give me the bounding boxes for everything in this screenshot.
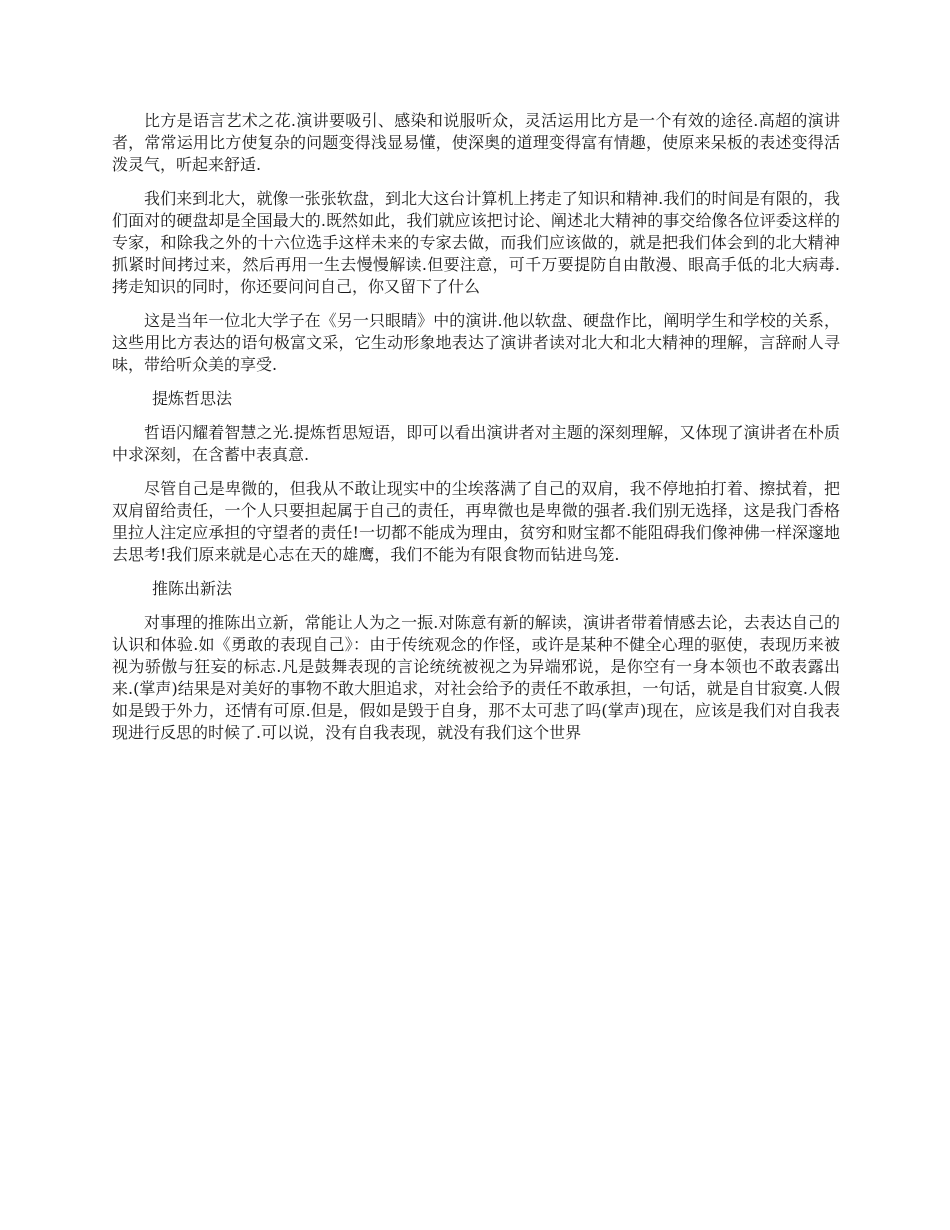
paragraph-philosophy-example: 尽管自己是卑微的，但我从不敢让现实中的尘埃落满了自己的双肩，我不停地拍打着、擦拭着，把双肩留给责任，一个人只要担起属于自己的责任，再卑微也是卑微的强者.我们别无选择，这是我门香格里拉人注定应承担的守望者的责任!一切都不能成为理由，贫穷和财宝都不能阻碍我们像神佛一样深邃地去思考!我们原来就是心志在天的雄鹰，我们不能为有限食物而钻进鸟笼.: [112, 479, 840, 564]
document-body: [112, 110, 840, 756]
paragraph-metaphor-analysis: 这是当年一位北大学子在《另一只眼睛》中的演讲.他以软盘、硬盘作比，阐明学生和学校的关系，这些用比方表达的语句极富文采，它生动形象地表达了演讲者读对北大和北大精神的理解，言辞耐人寻味，带给听众美的享受.: [112, 311, 840, 374]
section-heading-innovation: 推陈出新法: [152, 579, 233, 598]
paragraph-metaphor-example: 我们来到北大，就像一张张软盘，到北大这台计算机上拷走了知识和精神.我们的时间是有限的，我们面对的硬盘却是全国最大的.既然如此，我们就应该把讨论、阐述北大精神的事交给像各位评委这样的专家，和除我之外的十六位选手这样未来的专家去做，而我们应该做的，就是把我们体会到的北大精神抓紧时间拷过来，然后再用一生去慢慢解读.但要注意，可千万要提防自由散漫、眼高手低的北大病毒.拷走知识的同时，你还要问问自己，你又留下了什么: [112, 189, 840, 296]
paragraph-metaphor-intro: 比方是语言艺术之花.演讲要吸引、感染和说服听众，灵活运用比方是一个有效的途径.高超的演讲者，常常运用比方使复杂的问题变得浅显易懂，使深奥的道理变得富有情趣，使原来呆板的表述变得活泼灵气，听起来舒适.: [112, 111, 840, 174]
paragraph-innovation: 对事理的推陈出立新，常能让人为之一振.对陈意有新的解读，演讲者带着情感去论，去表达自己的认识和体验.如《勇敢的表现自己》：由于传统观念的作怪，或许是某种不健全心理的驱使，表现历来被视为骄傲与狂妄的标志.凡是鼓舞表现的言论统统被视之为异端邪说，是你空有一身本领也不敢表露出来.(掌声)结果是对美好的事物不敢大胆追求，对社会给予的责任不敢承担，一句话，就是自甘寂寞.人假如是毁于外力，还情有可原.但是，假如是毁于自身，那不太可悲了吗(掌声)现在，应该是我们对自我表现进行反思的时候了.可以说，没有自我表现，就没有我们这个世界: [112, 613, 840, 742]
section-heading-philosophy: 提炼哲思法: [152, 389, 233, 408]
paragraph-philosophy-intro: 哲语闪耀着智慧之光.提炼哲思短语，即可以看出演讲者对主题的深刻理解，又体现了演讲者在朴质中求深刻，在含蓄中表真意.: [112, 423, 840, 464]
